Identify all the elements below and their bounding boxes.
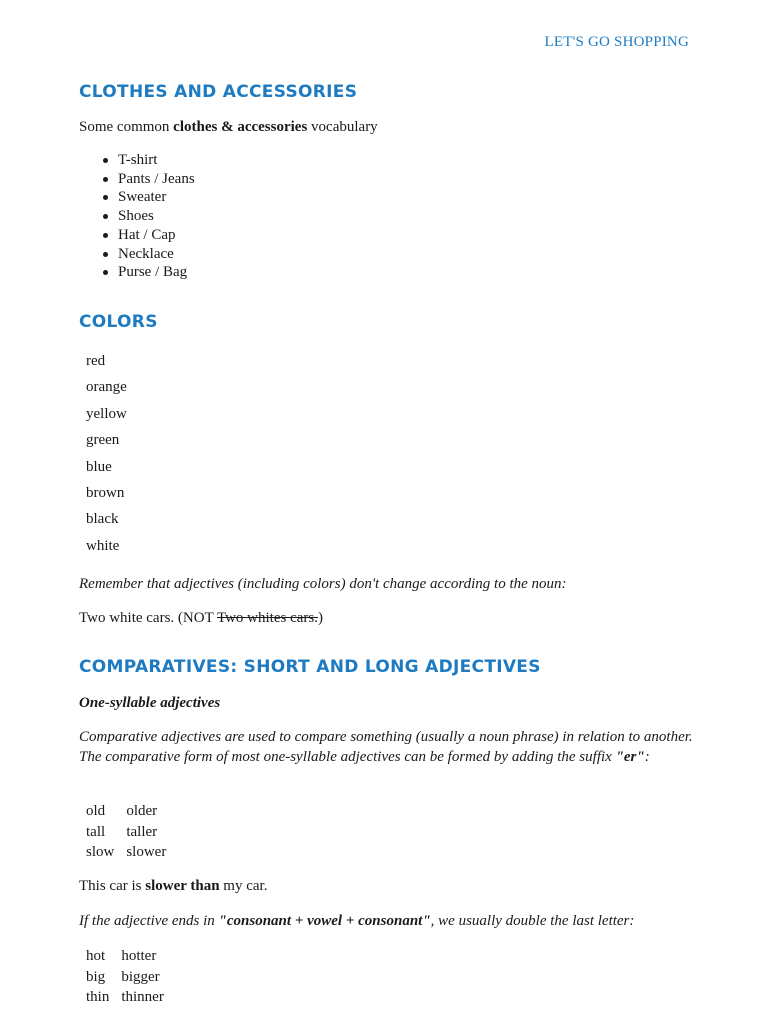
table-row xyxy=(86,987,176,1008)
heading-colors: COLORS xyxy=(79,312,158,332)
list-item: T-shirt xyxy=(79,151,195,170)
table-row xyxy=(86,801,178,822)
colors-example xyxy=(79,609,699,629)
running-header: LET'S GO SHOPPING xyxy=(544,34,689,50)
double-letter-rule xyxy=(79,912,699,932)
list-item: blue xyxy=(86,458,112,475)
list-item: red xyxy=(86,353,106,369)
comparative-cell: thinner xyxy=(121,989,164,1005)
list-item: green xyxy=(86,432,120,449)
adjective-cell: big xyxy=(86,968,106,985)
list-item: orange xyxy=(86,379,127,396)
comparative-cell: bigger xyxy=(121,968,160,985)
adjective-cell: old xyxy=(86,803,106,819)
comparatives-table-1 xyxy=(86,801,178,863)
list-item: Pants / Jeans xyxy=(79,170,195,189)
clothes-list xyxy=(79,151,195,282)
rule-text-end: , we usually double the last letter: xyxy=(430,913,635,929)
adjective-cell: thin xyxy=(86,989,110,1005)
example-text-end: my car. xyxy=(219,878,268,894)
comparative-cell: hotter xyxy=(121,948,157,964)
explanation-text: Comparative adjectives are used to compare something (usually a noun phrase) in relation to another. The comparative form of most one-syllable adjectives can be formed by adding the suffix xyxy=(79,729,693,765)
list-item: Necklace xyxy=(79,245,195,264)
intro-text-end: vocabulary xyxy=(307,119,378,135)
example-text-end: ) xyxy=(317,610,323,626)
table-row xyxy=(86,946,176,967)
intro-bold: clothes & accessories xyxy=(173,119,308,135)
subheading-one-syllable: One-syllable adjectives xyxy=(79,695,221,711)
example-text: Two white cars. (NOT xyxy=(79,610,217,626)
example-text: This car is xyxy=(79,878,146,894)
adjective-cell: slow xyxy=(86,844,115,860)
list-item: Purse / Bag xyxy=(79,263,195,282)
comparative-cell: slower xyxy=(126,844,167,860)
list-item: yellow xyxy=(86,405,127,422)
comparative-cell: older xyxy=(126,803,158,819)
list-item: brown xyxy=(86,484,125,501)
list-item: white xyxy=(86,537,120,554)
comparatives-example xyxy=(79,877,699,897)
table-row xyxy=(86,967,176,988)
clothes-intro xyxy=(79,118,699,138)
example-bold: slower than xyxy=(145,878,220,894)
explanation-bold: "er" xyxy=(615,748,645,765)
adjective-cell: tall xyxy=(86,823,106,840)
rule-bold: "consonant + vowel + consonant" xyxy=(218,913,431,929)
list-item: black xyxy=(86,511,119,528)
list-item: Hat / Cap xyxy=(79,226,195,245)
rule-text: If the adjective ends in xyxy=(79,913,219,929)
heading-comparatives: COMPARATIVES: SHORT AND LONG ADJECTIVES xyxy=(79,657,541,677)
comparatives-explanation xyxy=(79,728,699,767)
comparative-cell: taller xyxy=(126,823,158,840)
colors-list xyxy=(86,352,127,563)
intro-text: Some common xyxy=(79,119,174,135)
list-item: Shoes xyxy=(79,207,195,226)
list-item: Sweater xyxy=(79,188,195,207)
adjective-cell: hot xyxy=(86,948,106,964)
colors-note: Remember that adjectives (including colors) don't change according to the noun: xyxy=(79,576,567,592)
strikethrough-text: Two whites cars. xyxy=(216,610,318,626)
explanation-text-end: : xyxy=(644,748,650,765)
table-row xyxy=(86,842,178,863)
heading-clothes: CLOTHES AND ACCESSORIES xyxy=(79,82,358,102)
comparatives-table-2 xyxy=(86,946,176,1008)
table-row xyxy=(86,822,178,843)
